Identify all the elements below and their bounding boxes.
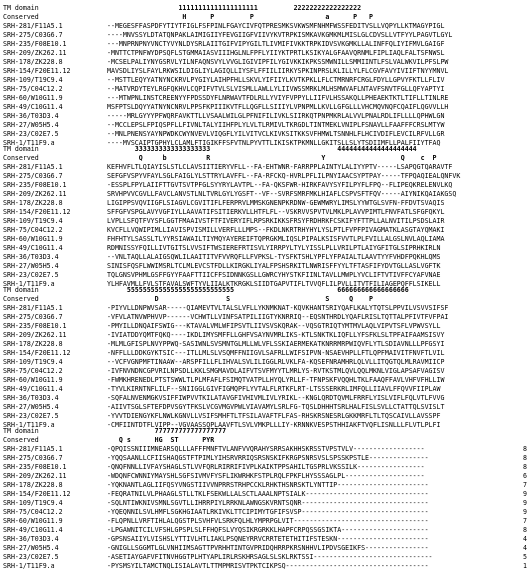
sequence-residues: SFFGFVSPGLAVYVGFIYLLAAVATIFSITIERKVLLHTFLFL--VSKRVVSPVTVLMKLPLAVVPIMTLFNVFATLSFGFQKYL: [107, 208, 445, 216]
tm-domain-row: [3, 145, 527, 154]
sequence-name: SRH-235/F08E10.1: [3, 463, 67, 471]
sequence-residues: -PMYILLDNQAIFSWIG---KTAVALVMLWFIPSVTLIIVSVSKQRAK--VQSGTRIQTYMTMVLAQLVIPVTSFLVPWVSYLL: [107, 322, 441, 330]
conserved-label: Conserved: [3, 154, 39, 162]
sequence-residues: SEFGFVSPYVFAYLSGLFAIGLYLSTTRYLAVFFL--FA-RFCKQ-HVRLPFLILPNYIAACSYPTPAY-----TFPQAQIEALQNFVK: [107, 172, 461, 180]
sequence-row: [3, 331, 527, 340]
conserved-row: [3, 436, 527, 445]
sequence-residues: -AIIVTSGLSFTEFDPVSGYTFKSLVCGVMGVPWLVIAVAMYLSRLFG-TQSLDHHHTSRLHALFISLSVLLCTATTQLSVISLT: [107, 403, 445, 411]
sequence-row: [3, 322, 527, 331]
sequence-residues: -FLQPNLLVRFTIHLALQGSTPLSVHFVLSRKFQLHLYMPRPGLVIT----------------------------------: [107, 517, 429, 525]
sequence-row: [3, 163, 527, 172]
tm-domain-label: TM domain: [3, 145, 39, 153]
sequence-residues: -----MRLGYYYPFWQRFAVKTTLLVSAALWILGLPFNIFILIVKLSIIRKQTPNPMKRLALVVLPNALRDLIFLLLLQPHWLGN: [107, 112, 445, 120]
sequence-row: [3, 121, 527, 130]
sequence-row: [3, 172, 527, 181]
sequence-name: SRH-36/T03D3.4: [3, 253, 59, 261]
conserved-row: [3, 13, 527, 22]
sequence-row: [3, 508, 527, 517]
sequence-residues: -QPQISSNIIIMNEARSQLLLAFFFMNFTVLANFVVQRAHYSRRSAKHHSKRSSTVPSTVLV------------------: [107, 445, 425, 453]
sequence-name: SRH-49/C10G11.4: [3, 103, 63, 111]
sequence-residues: SINISFQSFLWWIMSRLTCLMLEVCSTFDLLKIRGKLIYALFPSHSRKITLNWRISFFYYLTFTASFIFYDVTGLLASLVGFTK: [107, 262, 441, 270]
sequence-row: [3, 253, 527, 262]
sequence-row: [3, 130, 527, 139]
sequence-row: [3, 562, 527, 571]
sequence-row: [3, 376, 527, 385]
sequence-residues: -YQKNANTLAGLIIFQSYVNGSTIIVVNPRRSTRHPCCKLRHKTHSNRSKTLYNTTIP-----------------------: [107, 481, 429, 489]
sequence-name: SRH-178/ZK228.8: [3, 58, 63, 66]
sequence-name: SRH-275/C03G6.7: [3, 313, 63, 321]
sequence-name: SRH-36/T03D3.4: [3, 535, 59, 543]
sequence-residues: SRVHPVVCGVLLFAVCLANVSTLNLTVRLGYLYGSFT--VF--SVRFSMRFMKLHIAFLCSPVSFTFQV-----AIYNIKQAIAKGSQ: [107, 190, 457, 198]
sequence-name: SRH-109/T19C9.4: [3, 217, 63, 225]
sequence-count: 8: [523, 445, 527, 453]
sequence-residues: -GNIGLLSGGMTLGLVNHIIMSAGTTPVRHHTINTGVPRIDQHRRPKRSNHHVLIPDVSGEIKFS----------------: [107, 544, 429, 552]
sequence-count: 9: [523, 508, 527, 516]
sequence-name: SRH-281/F11A5.1: [3, 445, 63, 453]
sequence-residues: --MSTTLEQYYATNYNCKRVLPYGIYLAIHPFHLLSKVLYIFIIYLKVTKPKLLFLCTMRNRFCRGLFDYLLGPVYFKTLLFLIV: [107, 76, 445, 84]
sequence-name: SRH-275/C03G6.7: [3, 172, 63, 180]
sequence-name: SRH-60/W10G11.9: [3, 94, 63, 102]
sequence-row: [3, 112, 527, 121]
sequence-row: [3, 526, 527, 535]
sequence-row: [3, 40, 527, 49]
sequence-residues: -ESSPLFPYLAIIFTTGVTSVTPFGLSYYRYLAVTPL--FA-QKSFWR-HIRKFAVYSYFILPYFLFPQ--FLIPEQKRELENVLKQ: [107, 181, 453, 189]
sequence-count: 6: [523, 472, 527, 480]
sequence-row: [3, 553, 527, 562]
sequence-residues: --MNLPNENSYAYNPWDKCWYNVEVLVIQGFLYILVITVCLKIVKSITKKSVFHMWLTSNNHLFLHCIVDIFLEVCILRFVLLGR: [107, 130, 445, 138]
sequence-residues: -FEQRATNILVLPHAAGLSTLLTKLFSEKWLLALSCTLAAALNPTSIALK-------------------------------: [107, 490, 429, 498]
tm-domain-marks: 11111111111111111111 22222222222222222: [107, 4, 362, 12]
sequence-row: [3, 49, 527, 58]
sequence-row: [3, 208, 527, 217]
sequence-name: SRH-154/F20E11.12: [3, 67, 71, 75]
sequence-row: [3, 472, 527, 481]
sequence-row: [3, 103, 527, 112]
sequence-residues: MAVSDLIYSLFAYLRKWSILDIGLIYLAGIQLLIYSFLFFIILIIRKYSPKINPRSLKLILLYLFLCGVFAVYIVIIFTNYYMNVL: [107, 67, 449, 75]
sequence-row: [3, 385, 527, 394]
sequence-name: SRH-178/ZK228.8: [3, 199, 63, 207]
sequence-residues: FHFHTYLSASSLTLYYRSIAWAILTIYMQYAYEREIFTQPRGKMLIQSLPIPALKSISFVVTLPLFVILLALGSLNVLAQLIAMA: [107, 235, 445, 243]
sequence-name: SRH-49/C10G11.4: [3, 244, 63, 252]
conserved-marks: H P P a P P: [107, 13, 373, 21]
sequence-residues: --MATVRDYTEYLRGFQKHVLCQPIFVTVLSLVISMLLAWLLYLIIVWSSMRKLMLHSMWVAFLNTAVFSNVTFGLLQFYAPTYI: [107, 85, 445, 93]
sequence-residues: --MCCLEPSLFPIQSPFLLFIVNLTALYIIHFPLYLVLTLRMIVLTKRGDLTINTMEKLVNIPLFSNAVLLFAAFFFCRSLMTYW: [107, 121, 445, 129]
sequence-residues: -SQLNTIWKNIVSMNLSGVTLLIHRRPIYLRRKNLAWNGSKVRNTSQNR--------------------------------: [107, 499, 429, 507]
sequence-row: [3, 481, 527, 490]
sequence-name: SRH-235/F08E10.1: [3, 181, 67, 189]
sequence-residues: -MCSELPALIYNYGSRVLYILNFAQNSVYLVVGLIGIVIPFILYGIVKKIKPKSSMWNILLSMMIINTLFSLVALWKVILPFSLPW: [107, 58, 449, 66]
sequence-name: SRH-27/W05H5.4: [3, 121, 59, 129]
sequence-residues: ---MTWPNLINSTCREENYYFPDSSDYFLNRWAVTFDLRLLYVIYFVPPYLLIIFVLHSSAKQLLPHEAEKTKTLTIFLLTINLRE: [107, 94, 449, 102]
sequence-residues: -MNTTCTPNFWYDPSQFLSTGMMAIASVIIIHGLNLFPFLYIIYKTPRTLKSIKYALGFAAVQRNMLFIPLIAQLFALTSFNWSL: [107, 49, 445, 57]
alignment-block: [3, 4, 527, 148]
sequence-count: 9: [523, 490, 527, 498]
sequence-residues: MSFPTSLDQYYATNYNCNRVLPPSFKPIIIKVTFLLQGFLLSIIIYLVPNPMLLKVLLGFGLLLVHCMQVNQFCQAIFLQGVVLLH: [107, 103, 449, 111]
sequence-row: [3, 199, 527, 208]
sequence-residues: -YQQSAANLLCFIISHAQGSTFTPIMLYIHSRVRRIQSRSNSKIFKRGPSNRSVSLSPSSKPSTLE---------------: [107, 454, 429, 462]
sequence-count: 7: [523, 481, 527, 489]
sequence-row: [3, 394, 527, 403]
sequence-name: SRH-60/W10G11.9: [3, 376, 63, 384]
sequence-name: SRH-281/F11A5.1: [3, 22, 63, 30]
sequence-row: [3, 499, 527, 508]
sequence-name: SRH-109/T19C9.4: [3, 499, 63, 507]
sequence-residues: -ASETIAYGAFVFITNVHGGTPLHTYAPLIRLRSKHRSAGLSLSKLRKTSSI------------------------------: [107, 553, 433, 561]
sequence-row: [3, 412, 527, 421]
sequence-row: [3, 271, 527, 280]
conserved-label: Conserved: [3, 295, 39, 303]
tm-domain-marks: 3333333333333333333 44444444444444444444: [107, 145, 417, 153]
sequence-name: SRH-75/C04C12.2: [3, 367, 63, 375]
sequence-residues: -CMFIINTDTFLVIPP--VGVAASSQPLAAVFTLSVLVMKPLLLIY-KRNNKVESPSTHHIAKFTVQFLISNLLLFLVTLPLFI: [107, 421, 441, 429]
sequence-count: 4: [523, 544, 527, 552]
sequence-name: SRH-154/F20E11.12: [3, 349, 71, 357]
sequence-name: SRH-178/ZK228.8: [3, 340, 63, 348]
sequence-name: SRH-36/T03D3.4: [3, 394, 59, 402]
sequence-name: SRH-60/W10G11.9: [3, 235, 63, 243]
sequence-residues: --MEGESFFASPDFYTIYTFIGLFSFPINLFGAYCIVFQTPRESMKSVKWSMFNHMFWSSFEDITVSLLVQPYLLKTMAGYPIGL: [107, 22, 445, 30]
sequence-name: SRH-23/C02E7.5: [3, 130, 59, 138]
sequence-name: SRH-275/C03G6.7: [3, 454, 63, 462]
sequence-row: [3, 58, 527, 67]
sequence-count: 8: [523, 454, 527, 462]
sequence-residues: -IVIATDDYQMTFQKQ----IKDLIMYSMFFLLGHFVSAYNVMRLIKS-KTLSNKTKLIQFLLYFSFKLSLTPFAIFAAMSISVY: [107, 331, 445, 339]
sequence-residues: -VFVLATNVWPHVVP------VCHWTLLVINFSATPILIIGTYKNRRIQ--EQSNTHRDLYQAFLRISLTQTTALPFIVTFVFPAI: [107, 313, 449, 321]
sequence-row: [3, 403, 527, 412]
sequence-row: [3, 517, 527, 526]
tm-domain-row: [3, 286, 527, 295]
sequence-residues: ----MVSCAIPTGPHYLCLAMLFTIGIKFFSFVTNLPYVTTLIKISKTPKMNLLGKITSLLSLYTSDIIMFLLPALFIIYTFAQ: [107, 139, 441, 147]
sequence-count: 7: [523, 517, 527, 525]
sequence-name: SRH-281/F11A5.1: [3, 163, 63, 171]
sequence-residues: KEFHVFLTLQIAYISLSTLCLAVSIITIERYVFLL--FA-EHTWNR-FARRPPLAINTYLALIYYPTV-----LSAPQGTQARAVTF: [107, 163, 453, 171]
sequence-row: [3, 535, 527, 544]
sequence-residues: YLHFAVMLLFVLSTFAVALSWFTYVLIIALKTKRGKLSIIDTGAPVTIFLTVVQFLILPVLLITVTFILIAGEPQFFLSIKELL: [107, 280, 441, 288]
sequence-name: SRH-154/F20E11.12: [3, 490, 71, 498]
sequence-residues: -YVVTDIENGYKFLNWLKGNVLLVSIFSMHFTLTFSILAVAFTFLFAS-RHSKRSNESRLGKKMRFLTLTQSCAIVLLAVSSPF: [107, 412, 441, 420]
sequence-row: [3, 490, 527, 499]
sequence-name: SRH-75/C04C12.2: [3, 508, 63, 516]
sequence-residues: --VNLTAQLLALAIGSQWLILAAITITVFVVRQFLLFVPKSL-TYSFKTSHLYPFLYFPAIALTLAAVTYYFVHDFPQKHLQMS: [107, 253, 441, 261]
sequence-name: SRH-209/ZK262.11: [3, 49, 67, 57]
sequence-residues: -PIYVLLDNPWVSAR-----QIAMEVTVLTALSLVFLLYKNMKNAT-KQVKHANTSRIYQAFLKALYTQTSLPPVILVSVVSIFSF: [107, 304, 449, 312]
alignment-block: [3, 427, 527, 571]
sequence-name: SRH-275/C03G6.7: [3, 31, 63, 39]
sequence-residues: ----MNVSSYLDTATQNPAKLAIMIGIIYFEVGIIGFVIIVYKVTRPKISMKAVKGMKMLMISLGLCDVSLLVTFYYLPAGVTLGYL: [107, 31, 453, 39]
sequence-name: SRH-154/F20E11.12: [3, 208, 71, 216]
sequence-residues: TQLGNSVPHMLGSFFGYYFAAFTTIICFFSIDNNKGSLLGWRCYHYSTKFIINLTAVLLMWPLYVCLIFTVTIVFFCYAFVNAE: [107, 271, 441, 279]
sequence-row: [3, 31, 527, 40]
sequence-name: SRH-75/C04C12.2: [3, 85, 63, 93]
conserved-label: Conserved: [3, 13, 39, 21]
alignment-block: [3, 145, 527, 289]
sequence-residues: LVPLLSFQTFVYSFLGGTFMAAIVSTFTFIVERYIFLRPSRKIKKSFRSYFRDHRKFCSKIFYFTTPLLALNVITILPSDSLAIR: [107, 217, 445, 225]
sequence-row: [3, 262, 527, 271]
sequence-residues: -LPGAWNITCILVFSHLGPSPLSLFFHQFSLVYQSIKRGRKKLHAPFCRPQSSGSIKTA----------------------: [107, 526, 429, 534]
sequence-row: [3, 544, 527, 553]
sequence-name: SRH-27/W05H5.4: [3, 403, 59, 411]
sequence-name: SRH-209/ZK262.11: [3, 472, 67, 480]
sequence-name: SRH-209/ZK262.11: [3, 331, 67, 339]
sequence-name: SRH-1/T11F9.a: [3, 280, 55, 288]
sequence-row: [3, 85, 527, 94]
sequence-name: SRH-49/C10G11.4: [3, 385, 63, 393]
conserved-marks: D S S Q P: [107, 295, 373, 303]
sequence-row: [3, 340, 527, 349]
conserved-row: [3, 154, 527, 163]
sequence-name: SRH-1/T11F9.a: [3, 421, 55, 429]
tm-domain-label: TM domain: [3, 286, 39, 294]
sequence-name: SRH-109/T19C9.4: [3, 76, 63, 84]
sequence-residues: KVCFLLVQWIPIMLLIAVISPVISMILLVERFLLLMPS--FKDLNKRTRHYHYLYSLPTLFVPFPIVAGMATKLASGTAYQMAKI: [107, 226, 445, 234]
sequence-row: [3, 313, 527, 322]
sequence-residues: LIGIPPSVQVIIGFLSIAGVLCGVITIFLFERPRVLMMSKGNENPKRDNW-GEWMWRYLIMSLYYWTGLSVFN-FFDVTSVAQIS: [107, 199, 445, 207]
sequence-residues: -GPSNSAIIYLVISHSLYTTIVLHTLIAKLPSQNEYRRVCRRTETETHITIFSTESKN-----------------------: [107, 535, 429, 543]
tm-domain-row: [3, 427, 527, 436]
sequence-name: SRH-36/T03D3.4: [3, 112, 59, 120]
sequence-name: SRH-23/C02E7.5: [3, 412, 59, 420]
sequence-row: [3, 67, 527, 76]
sequence-residues: -TYVLKIRNTNFLILF--SNIIGGLGIVFIGMQPFLYVTALFLRTKFLRT-LTSSSERKRLIMFQLLIIAVLFFQVVFIIPLAW: [107, 385, 441, 393]
sequence-residues: -PYSMSYILTAMCTNQLISIALAVTLTTMPMRISVTPKTCIKPSQ------------------------------------: [107, 562, 429, 570]
sequence-row: [3, 304, 527, 313]
sequence-name: SRH-178/ZK228.8: [3, 481, 63, 489]
sequence-name: SRH-75/C04C12.2: [3, 226, 63, 234]
sequence-row: [3, 445, 527, 454]
tm-domain-label: TM domain: [3, 4, 39, 12]
sequence-name: SRH-235/F08E10.1: [3, 322, 67, 330]
sequence-name: SRH-1/T11F9.a: [3, 562, 55, 570]
sequence-row: [3, 76, 527, 85]
sequence-name: SRH-1/T11F9.a: [3, 139, 55, 147]
sequence-residues: --VCFVGNPMFTINAAW--ARSPFILLFLIHVALSVLILIGGLRLVKLFA-KQSEFNRAMHRLQLVLLITQGTQLMLRAVMIICP: [107, 358, 445, 366]
sequence-count: 4: [523, 535, 527, 543]
sequence-row: [3, 454, 527, 463]
tm-domain-marks: 777777777777777777: [107, 427, 227, 435]
sequence-residues: RDMNISSYFQILLIVTGITSLVVSIFTWSIEREFRTISVLYIRRPYLTYLYISSLPLLVRILPTLAIYGFITGLSIPRHKIRLN: [107, 244, 441, 252]
sequence-row: [3, 181, 527, 190]
sequence-residues: -SQFALNVENMGKVSIFFIWPVVTKILATAVGFIVHIVMLIVLYRIKL--KNGLQRDTQVMLFRRFLYISLVIFLFQLVTLFVVG: [107, 394, 445, 402]
sequence-row: [3, 367, 527, 376]
sequence-row: [3, 226, 527, 235]
conserved-marks: Q s HG ST PYR: [107, 436, 215, 444]
sequence-row: [3, 244, 527, 253]
sequence-count: 9: [523, 499, 527, 507]
sequence-count: 8: [523, 526, 527, 534]
sequence-residues: -MLMLGFISPLNVYPPWQ-SASIWNLSVSMNTGLMLLWLVFLSSKIAERMEKATKNRRMRPWIQVFLYTLSDIAVNLLLPFGSYI: [107, 340, 445, 348]
conserved-marks: Q b R Y Q c P: [107, 154, 437, 162]
conserved-row: [3, 295, 527, 304]
sequence-residues: ---MNPRNPNYVNCTYVYNLDYSRLAIITGIFVIPYGILTLIVMIFIVKKTRPKIDVSVKGMKLLALINFFQLIYIFMVLGAIGF: [107, 40, 445, 48]
conserved-label: Conserved: [3, 436, 39, 444]
sequence-name: SRH-235/F08E10.1: [3, 40, 67, 48]
sequence-row: [3, 217, 527, 226]
sequence-residues: -WDQNFCWNNIYMAYSHLSGFSIVMVFYSFLIKWRHKFSTPLRQLFPKFLHYSSSAGLPL--------------------: [107, 472, 425, 480]
tm-domain-row: [3, 4, 527, 13]
sequence-count: 5: [523, 553, 527, 561]
sequence-residues: -FWMKHRENEDLPTSTSWWLTLPLMFAFLFSIMQTVATPLLHYQLYRLLF-TFNPSKFVQQHLTKLFAAQFFAVLVHFVFHLLIW: [107, 376, 445, 384]
sequence-name: SRH-23/C02E7.5: [3, 271, 59, 279]
sequence-residues: -QNQFNNLLIVFAYSHAGLSTLVVFQRLRIRRIFIVPLKAIKTPPSAHILTGSPRLVKSSILK-----------------: [107, 463, 425, 471]
sequence-row: [3, 94, 527, 103]
sequence-name: SRH-281/F11A5.1: [3, 304, 63, 312]
sequence-name: SRH-109/T19C9.4: [3, 358, 63, 366]
sequence-row: [3, 349, 527, 358]
tm-domain-marks: 555555555555555555555555555 666666666666666666: [107, 286, 409, 294]
sequence-name: SRH-27/W05H5.4: [3, 262, 59, 270]
sequence-name: SRH-60/W10G11.9: [3, 517, 63, 525]
sequence-name: SRH-209/ZK262.11: [3, 190, 67, 198]
sequence-name: SRH-49/C10G11.4: [3, 526, 63, 534]
sequence-row: [3, 463, 527, 472]
sequence-count: 1: [523, 562, 527, 570]
sequence-row: [3, 235, 527, 244]
sequence-residues: -NFFLLLDDKGYKTSIC---ITLLMLSLVSQMFFNIIGVLSAFRLLWIFSIPVN-NSAEVHPLLFTLQPFMAIVITFNVFTLVIL: [107, 349, 445, 357]
sequence-residues: -YQEQNNILSVLHMFLSGKHGIAATLRKIVKLTTCIPIMYTGFIFSVSP--------------------------------: [107, 508, 429, 516]
sequence-row: [3, 190, 527, 199]
sequence-name: SRH-27/W05H5.4: [3, 544, 59, 552]
alignment-block: [3, 286, 527, 430]
sequence-residues: -IVFNVNDNCGPVRILNPSDLLKKLSMGMAVDLAIFVTSVFMYYTLMRLYS-RVTKSTMLQVLQQLMKNLVIGLAPSAFVAGISV: [107, 367, 445, 375]
sequence-count: 8: [523, 463, 527, 471]
sequence-row: [3, 358, 527, 367]
sequence-name: SRH-23/C02E7.5: [3, 553, 59, 561]
tm-domain-label: TM domain: [3, 427, 39, 435]
sequence-row: [3, 22, 527, 31]
